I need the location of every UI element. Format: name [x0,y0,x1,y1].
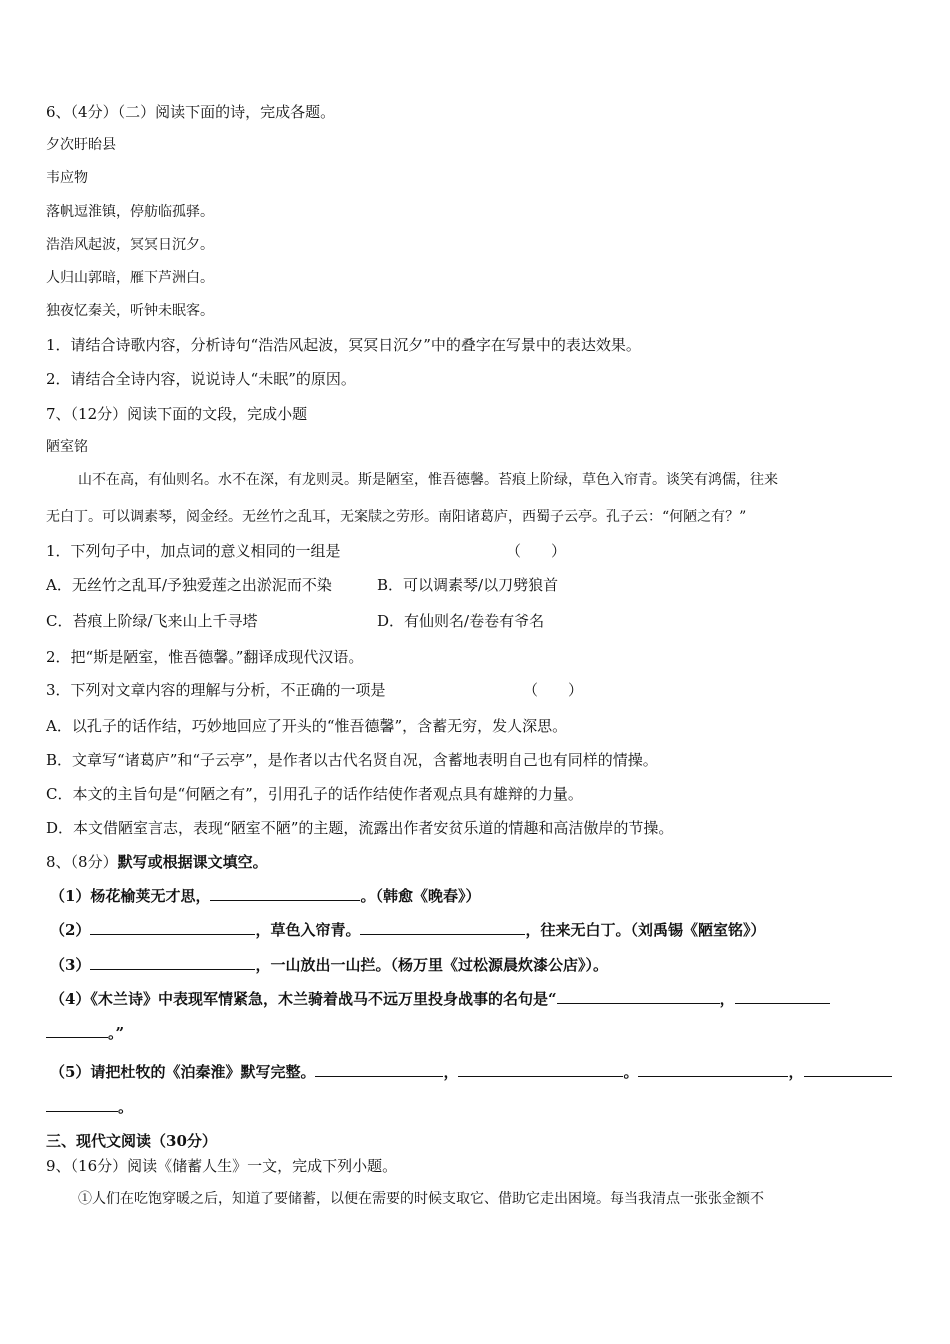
q7-sub3-option-d: D．本文借陋室言志，表现“陋室不陋”的主题，流露出作者安贫乐道的情趣和高洁傲岸的节操。 [46,819,674,837]
q7-passage-line2: 无白丁。可以调素琴，阅金经。无丝竹之乱耳，无案牍之劳形。南阳诸葛庐，西蜀子云亭。孔子云：“何陋之有？” [46,509,747,525]
q7-sub3 [46,680,584,700]
q7-sub2: 2．把“斯是陋室，惟吾德馨。”翻译成现代汉语。 [46,648,364,666]
q6-sub1: 1．请结合诗歌内容，分析诗句“浩浩风起波，冥冥日沉夕”中的叠字在写景中的表达效果。 [46,336,641,354]
q6-poem-title: 夕次盱眙县 [46,137,116,153]
q8-item-4-end: 。” [108,1024,125,1042]
q8-item-1 [50,886,480,906]
q9-header: 9、（16分）阅读《储蓄人生》一文，完成下列小题。 [46,1157,398,1175]
q7-sub3-text: 3．下列对文章内容的理解与分析，不正确的一项是 [46,681,386,699]
section-3-title: 三、现代文阅读（30分） [46,1132,217,1150]
q8-item-5-blank-4b[interactable] [46,1097,118,1112]
q8-item-4-prompt: （4）《木兰诗》中表现军情紧急，木兰骑着战马不远万里投身战事的名句是“ [50,990,557,1008]
q9-paragraph-1: ①人们在吃饱穿暖之后，知道了要储蓄，以便在需要的时候支取它、借助它走出困境。每当我清点一张张金额不 [78,1191,764,1207]
q8-item-4-blank-2b[interactable] [46,1023,108,1038]
q7-option-b: B．可以调素琴/以刀劈狼首 [377,576,559,594]
q8-item-3 [50,955,608,975]
q8-item-5-blank-3[interactable] [638,1062,788,1077]
q8-item-2-source: ，往来无白丁。（刘禹锡《陋室铭》） [525,921,766,939]
q6-poem-line: 独夜忆秦关，听钟未眠客。 [46,303,214,319]
q8-item-5-blank-2[interactable] [458,1062,623,1077]
q7-sub3-option-c: C．本文的主旨句是“何陋之有”，引用孔子的话作结使作者观点具有雄辩的力量。 [46,785,583,803]
q8-item-1-prompt: （1）杨花榆荚无才思， [50,887,211,905]
q8-item-3-blank[interactable] [90,955,255,970]
q6-poem-line: 人归山郭暗，雁下芦洲白。 [46,270,214,286]
q8-item-1-blank[interactable] [210,886,360,901]
q8-item-3-source: ，一山放出一山拦。（杨万里《过松源晨炊漆公店》）。 [255,956,608,974]
q7-title: 陋室铭 [46,439,88,455]
q7-option-c: C．苔痕上阶绿/飞来山上千寻塔 [46,612,258,630]
q8-item-2-blank-1[interactable] [90,920,255,935]
q8-item-2 [50,920,765,940]
q7-sub1 [46,541,567,561]
q7-sub3-answer-paren: （ ） [523,681,584,699]
q8-item-5-punct: ， [788,1063,804,1081]
q7-option-a: A．无丝竹之乱耳/予独爱莲之出淤泥而不染 [46,576,332,594]
q8-item-5-end: 。 [118,1098,134,1116]
q7-sub1-answer-paren: （ ） [506,542,567,560]
q8-item-1-source: 。（韩愈《晚春》） [360,887,481,905]
q8-item-5-punct: 。 [623,1063,639,1081]
q8-item-5 [50,1062,892,1082]
q6-poem-author: 韦应物 [46,170,88,186]
q8-item-4-blank-2a[interactable] [735,989,830,1004]
q8-item-2-blank-2[interactable] [360,920,525,935]
q8-number: 8、（8分） [46,853,118,871]
q8-instruction: 默写或根据课文填空。 [117,853,268,871]
q8-item-4-cont [46,1023,124,1043]
q6-header: 6、（4分）（二）阅读下面的诗，完成各题。 [46,103,336,121]
q7-sub1-text: 1．下列句子中，加点词的意义相同的一组是 [46,542,341,560]
q8-item-2-text: ，草色入帘青。 [255,921,361,939]
q8-item-4 [50,989,830,1009]
q7-sub3-option-a: A．以孔子的话作结，巧妙地回应了开头的“惟吾德馨”，含蓄无穷，发人深思。 [46,717,568,735]
q8-header [46,852,268,872]
q7-header: 7、（12分）阅读下面的文段，完成小题 [46,405,308,423]
q8-item-4-blank-1[interactable] [557,989,720,1004]
q8-item-2-number: （2） [50,921,91,939]
q8-item-3-number: （3） [50,956,91,974]
q6-poem-line: 浩浩风起波，冥冥日沉夕。 [46,237,214,253]
q8-item-5-prompt: （5）请把杜牧的《泊秦淮》默写完整。 [50,1063,316,1081]
q7-passage-line1: 山不在高，有仙则名。水不在深，有龙则灵。斯是陋室，惟吾德馨。苔痕上阶绿，草色入帘青。谈笑有鸿儒，往来 [78,472,778,488]
q6-sub2: 2．请结合全诗内容，说说诗人“未眠”的原因。 [46,370,356,388]
q7-option-d: D．有仙则名/卷卷有爷名 [377,612,545,630]
q8-item-4-comma: ， [719,990,735,1008]
q8-item-5-cont [46,1097,133,1117]
q8-item-5-punct: ， [443,1063,459,1081]
q7-sub3-option-b: B．文章写“诸葛庐”和“子云亭”，是作者以古代名贤自况，含蓄地表明自己也有同样的情操。 [46,751,658,769]
q8-item-5-blank-1[interactable] [315,1062,443,1077]
q8-item-5-blank-4a[interactable] [804,1062,892,1077]
q6-poem-line: 落帆逗淮镇，停舫临孤驿。 [46,204,214,220]
